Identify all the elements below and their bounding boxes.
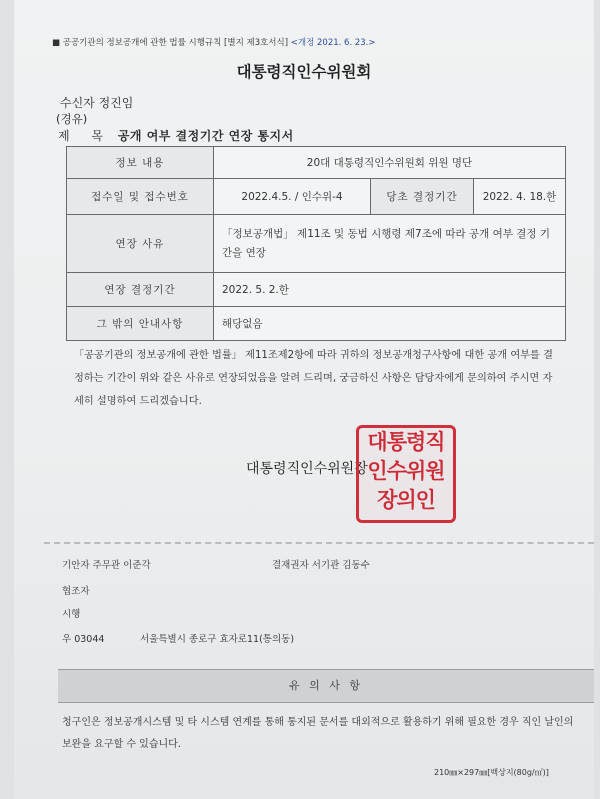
address: 서울특별시 종로구 효자로11(통의동)	[140, 634, 295, 645]
receipt-label: 접수일 및 접수번호	[67, 179, 214, 215]
notice-heading: 유 의 사 항	[58, 669, 594, 703]
other-info-value: 해당없음	[214, 307, 566, 341]
table-row	[67, 307, 566, 341]
extended-period-label: 연장 결정기간	[67, 273, 214, 307]
other-info-label: 그 밖의 안내사항	[67, 307, 214, 341]
section-divider	[44, 542, 594, 544]
drafter-info: 기안자 주무관 이준각	[62, 560, 151, 571]
info-content-value: 20대 대통령직인수위원회 위원 명단	[214, 147, 566, 179]
table-row	[67, 215, 566, 273]
via-line: (경유)	[56, 112, 88, 126]
extension-reason-label: 연장 사유	[67, 215, 214, 273]
original-period-label: 당초 결정기간	[371, 179, 474, 215]
document-page	[14, 0, 594, 799]
revision-date: <개정 2021. 6. 23.>	[290, 38, 376, 48]
subject-line	[58, 127, 294, 144]
form-header-note	[52, 36, 376, 48]
subject-text: 공개 여부 결정기간 연장 통지서	[117, 129, 294, 143]
paper-size-note: 210㎜×297㎜[백상지(80g/㎡)]	[434, 768, 549, 777]
table-row	[67, 273, 566, 307]
extended-period-value: 2022. 5. 2.한	[214, 273, 566, 307]
info-content-label: 정보 내용	[67, 147, 214, 179]
table-row	[67, 179, 566, 215]
receipt-value: 2022.4.5. / 인수위-4	[214, 179, 371, 215]
extension-reason-value: 「정보공개법」 제11조 및 동법 시행령 제7조에 따라 공개 여부 결정 기간을 연장	[214, 215, 566, 273]
notification-info-table	[66, 146, 566, 341]
approver-info: 결재권자 서기관 김동수	[272, 560, 370, 571]
subject-label: 제 목	[58, 129, 112, 143]
enforcement-label: 시행	[62, 609, 81, 620]
original-period-value: 2022. 4. 18.한	[474, 179, 566, 215]
official-seal-stamp	[356, 425, 456, 523]
form-reference: ■ 공공기관의 정보공개에 관한 법률 시행규칙 [별지 제3호서식]	[52, 38, 289, 48]
organization-title: 대통령직인수위원회	[236, 63, 372, 81]
signature-line: 대통령직인수위원장	[246, 461, 368, 477]
seal-line: 대통령직	[367, 430, 445, 454]
recipient-line: 수신자 정진임	[60, 96, 134, 110]
table-row	[67, 147, 566, 179]
seal-line: 장의인	[377, 488, 435, 512]
postal-code: 우 03044	[62, 634, 105, 645]
notice-text: 청구인은 정보공개시스템 및 타 시스템 연계를 통해 통지된 문서를 대외적으로 활용하기 위해 필요한 경우 직인 날인의 보완을 요구할 수 있습니다.	[62, 717, 574, 750]
notification-body-text: 「공공기관의 정보공개에 관한 법률」 제11조제2항에 따라 귀하의 정보공개청구사항에 대한 공개 여부를 결정하는 기간이 위와 같은 사유로 연장되었음을 알려 드리며, 궁금하신 사항은 담당자에게 문의하여 주시면 자세히 설명하여 드리겠습니다.	[74, 350, 553, 407]
seal-line: 인수위원	[367, 459, 445, 483]
cooperator-label: 협조자	[62, 586, 90, 597]
